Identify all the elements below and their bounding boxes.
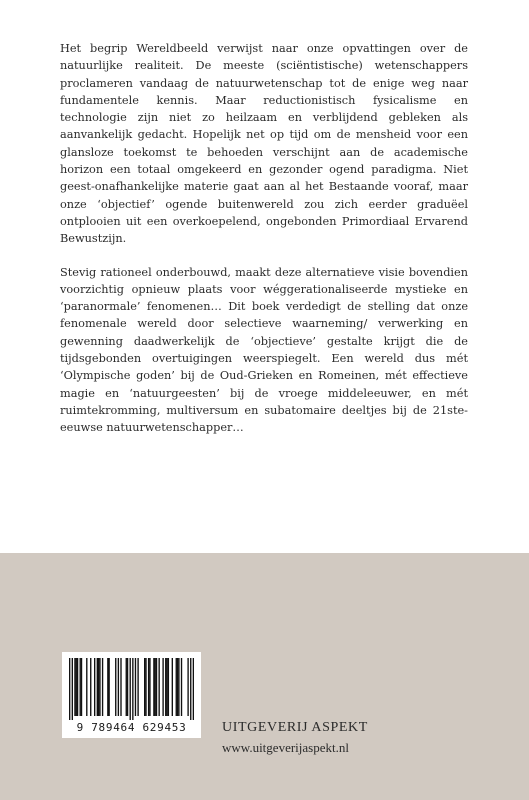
barcode-bar [77,658,78,716]
blurb-paragraph-2: Stevig rationeel onderbouwd, maakt deze alternatieve visie bovendien voorzichtig opnieuw plaats voor wéggerationaliseerde mystieke en ‘paranormale’ fenomenen… Dit boek verdedigt de stelling dat onze fenomenale wereld door selectieve waarneming/ verwerking en gewenning daadwerkelijk de ‘objectieve’ gestalte krijgt die de tijdsgebonden overtuigingen weerspiegelt. Een wereld dus mét ‘Olympische goden’ bij de Oud-Grieken en Romeinen, mét effectieve magie en ‘natuurgeesten’ bij de vroege middeleeuwer, en mét ruimtekromming, multiversum en subatomaire deeltjes bij de 21ste-eeuwse natuurwetenschapper… [60,265,468,435]
isbn-barcode [62,652,201,738]
barcode-bar [158,658,159,716]
barcode-bar [102,658,103,716]
barcode-bar [178,658,179,716]
publisher-info [222,718,392,758]
barcode-bar [81,658,82,716]
blurb-text [60,40,468,453]
barcode-bar [72,658,73,720]
barcode-bar [80,658,81,716]
barcode-bar [97,658,98,716]
barcode-bar [126,658,127,716]
barcode-bar [166,658,167,716]
barcode-bar [155,658,156,716]
barcode-bar [90,658,91,716]
barcode-bar [135,658,136,716]
barcode-bar [177,658,178,716]
barcode-bar [74,658,75,716]
barcode-bar [86,658,87,716]
barcode-bar [156,658,157,716]
barcode-bar [181,658,182,716]
barcode-bar [130,658,131,720]
barcode-bar [162,658,163,716]
publisher-name: UITGEVERIJ ASPEKT [222,720,368,735]
footer-band [0,553,529,800]
barcode-bar [99,658,100,716]
barcode-bar [148,658,149,716]
publisher-url: www.uitgeverijaspekt.nl [222,740,349,755]
barcode-bar [108,658,109,716]
barcode-bar [132,658,133,720]
barcode-bar [98,658,99,716]
barcode-bar [145,658,146,716]
barcode-bar [94,658,95,716]
blurb-paragraph-1: Het begrip Wereldbeeld verwijst naar onze opvattingen over de natuurlijke realiteit. De meeste (sciëntistische) wetenschappers proclameren vandaag de natuurwetenschap tot de enige weg naar fundamentele kennis. Maar reductionistisch fysicalisme en technologie zijn niet zo heilzaam en verblijdend gebleken als aanvankelijk gedacht. Hopelijk net op tijd om de mensheid voor een glansloze toekomst te behoeden verschijnt aan de academische horizon een totaal omgekeerd en gezonder ogend paradigma. Niet geest-onafhankelijke materie gaat aan al het Bestaande vooraf, maar onze ‘objectief’ ogende buitenwereld zou zich eerder graduëel ontplooien uit een overkoepelend, ongebonden Primordiaal Ervarend Bewustzijn. [60,42,468,246]
barcode-bar [127,658,128,716]
barcode-bar [120,658,121,716]
barcode-bar [137,658,138,716]
barcode-bar [107,658,108,716]
barcode-bar [69,658,70,720]
barcode-bar [153,658,154,716]
barcode-bar [176,658,177,716]
barcode-bar [76,658,77,716]
barcode-bar [144,658,145,716]
barcode-bar [118,658,119,716]
barcode-bar [149,658,150,716]
barcode-bar [190,658,191,720]
barcode-digits: 9 789464 629453 [76,721,187,734]
barcode-bar [165,658,166,716]
barcode-bar [193,658,194,720]
barcode-bar [168,658,169,716]
barcode-bar [115,658,116,716]
barcode-bar [187,658,188,716]
barcode-bars-icon [69,658,194,720]
barcode-bar [172,658,173,716]
